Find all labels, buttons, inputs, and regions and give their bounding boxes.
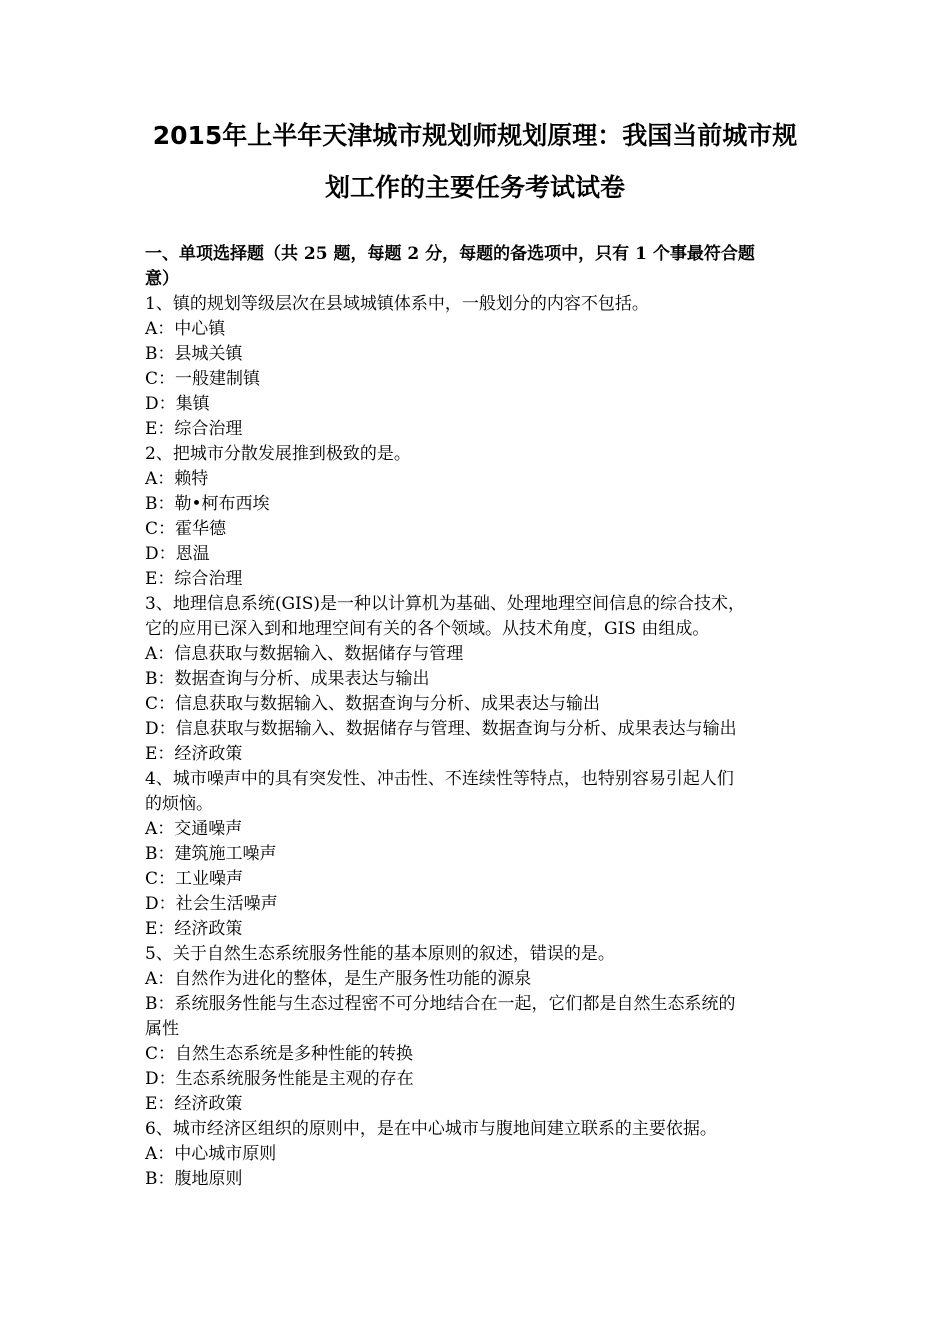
answer-option: C：一般建制镇 [145,369,261,389]
answer-option: A：赖特 [145,469,209,489]
section-header-line-1: 一、单项选择题（共 25 题，每题 2 分，每题的备选项中，只有 1 个事最符合题 [145,244,755,264]
answer-option: E：综合治理 [145,569,243,589]
answer-option: C：信息获取与数据输入、数据查询与分析、成果表达与输出 [145,694,601,714]
question-item [145,442,815,592]
answer-option: C：霍华德 [145,519,227,539]
document-title-line-1: 2015年上半年天津城市规划师规划原理：我国当前城市规 [152,121,798,150]
answer-option: D：恩温 [145,544,210,564]
answer-option: B：数据查询与分析、成果表达与输出 [145,669,430,689]
answer-option: 属性 [145,1019,179,1039]
question-item [145,767,815,942]
answer-option: C：自然生态系统是多种性能的转换 [145,1044,414,1064]
answer-option: E：综合治理 [145,419,243,439]
question-item [145,1117,815,1192]
answer-option: A：中心镇 [145,319,226,339]
answer-option: B：建筑施工噪声 [145,844,277,864]
section-header-line-2: 意） [145,269,179,289]
question-item [145,942,815,1117]
answer-option: B：系统服务性能与生态过程密不可分地结合在一起，它们都是自然生态系统的 [145,994,736,1014]
question-stem: 3、地理信息系统(GIS)是一种以计算机为基础、处理地理空间信息的综合技术， [145,594,746,614]
answer-option: D：信息获取与数据输入、数据储存与管理、数据查询与分析、成果表达与输出 [145,719,737,739]
question-stem: 1、镇的规划等级层次在县域城镇体系中，一般划分的内容不包括。 [145,294,649,314]
question-stem: 4、城市噪声中的具有突发性、冲击性、不连续性等特点，也特别容易引起人们 [145,769,734,789]
answer-option: B：县城关镇 [145,344,243,364]
question-stem: 它的应用已深入到和地理空间有关的各个领域。从技术角度，GIS 由组成。 [145,619,710,639]
question-item [145,292,815,442]
answer-option: C：工业噪声 [145,869,244,889]
answer-option: E：经济政策 [145,744,243,764]
answer-option: A：自然作为进化的整体，是生产服务性功能的源泉 [145,969,532,989]
answer-option: A：交通噪声 [145,819,243,839]
answer-option: D：生态系统服务性能是主观的存在 [145,1069,414,1089]
question-stem: 5、关于自然生态系统服务性能的基本原则的叙述，错误的是。 [145,944,615,964]
question-item [145,592,815,767]
question-stem: 2、把城市分散发展推到极致的是。 [145,444,411,464]
answer-option: E：经济政策 [145,1094,243,1114]
answer-option: B：腹地原则 [145,1169,243,1189]
question-stem: 6、城市经济区组织的原则中，是在中心城市与腹地间建立联系的主要依据。 [145,1119,717,1139]
answer-option: B：勒•柯布西埃 [145,494,270,514]
answer-option: D：集镇 [145,394,210,414]
exam-body [145,242,815,1192]
answer-option: E：经济政策 [145,919,243,939]
question-stem: 的烦恼。 [145,794,213,814]
answer-option: A：中心城市原则 [145,1144,277,1164]
answer-option: D：社会生活噪声 [145,894,278,914]
answer-option: A：信息获取与数据输入、数据储存与管理 [145,644,464,664]
question-list [145,292,815,1192]
document-title-line-2: 划工作的主要任务考试试卷 [324,173,625,202]
